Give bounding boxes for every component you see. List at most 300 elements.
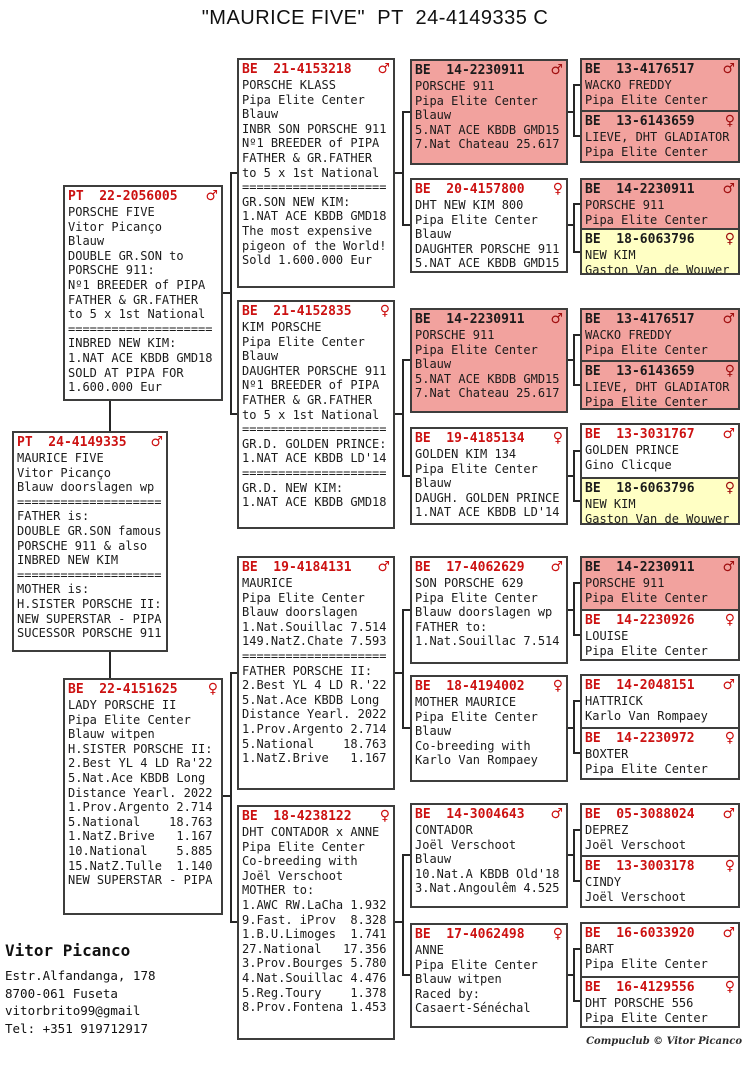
box-body xyxy=(585,198,735,227)
connector-line xyxy=(402,111,410,113)
box-line: WACKO FREDDY xyxy=(585,328,672,342)
box-line: Blauw xyxy=(242,349,279,364)
connector-line xyxy=(573,450,580,452)
ring-number: BE 18-4194002 xyxy=(415,679,525,694)
box-body xyxy=(585,942,735,971)
box-line: DAUGH. GOLDEN PRINCE xyxy=(415,490,560,505)
box-line: 5.Nat.Ace KBDB Long xyxy=(242,692,380,707)
compuclub-credit: Compuclub © Vitor Picanco xyxy=(586,1036,742,1047)
box-line: MOTHER to: xyxy=(242,883,315,898)
ring-number: PT 24-4149335 xyxy=(17,435,127,450)
box-line: 5.NAT ACE KBDB GMD15 xyxy=(415,122,560,137)
female-icon: ♀ xyxy=(379,808,390,824)
box-line: Karlo Van Rompaey xyxy=(415,753,538,768)
box-line: Pipa Elite Center xyxy=(585,590,708,605)
box-line: Co-breeding with xyxy=(415,738,531,753)
pedigree-box-c2b xyxy=(237,300,395,529)
female-icon: ♀ xyxy=(724,612,735,628)
male-icon: ♂ xyxy=(550,311,563,327)
connector-line xyxy=(573,1000,580,1002)
box-line: PORSCHE 911 xyxy=(415,79,495,93)
box-line: CINDY xyxy=(585,875,622,889)
box-line: FATHER PORSCHE II: xyxy=(242,663,373,678)
box-line: Blauw xyxy=(415,852,452,867)
box-line: 4.Nat.Souillac 4.476 xyxy=(242,970,387,985)
box-line: 2.Best YL 4 LD R.'22 xyxy=(242,678,387,693)
box-line: KIM PORSCHE xyxy=(242,320,322,334)
pedigree-box-c4e xyxy=(580,308,740,362)
box-line: Joël Verschoot xyxy=(585,837,687,852)
box-line: WACKO FREDDY xyxy=(585,78,672,92)
female-icon: ♀ xyxy=(552,678,563,694)
box-body xyxy=(585,248,735,275)
box-line: GOLDEN KIM 134 xyxy=(415,447,517,461)
female-icon: ♀ xyxy=(552,926,563,942)
box-line: ==================== xyxy=(242,648,387,663)
box-line: 1.NatZ.Brive 1.167 xyxy=(242,751,387,766)
box-line: Pipa Elite Center xyxy=(242,334,365,349)
box-line: DAUGHTER PORSCHE 911 xyxy=(242,363,387,378)
box-header xyxy=(585,979,735,996)
box-body xyxy=(415,328,563,401)
box-body xyxy=(585,380,735,409)
box-body xyxy=(415,823,563,896)
box-line: Blauw doorslagen wp xyxy=(415,605,553,620)
box-line: Pipa Elite Center xyxy=(585,643,708,658)
box-line: LIEVE, DHT GLADIATOR xyxy=(585,380,730,394)
connector-line xyxy=(402,359,404,477)
box-header xyxy=(585,363,735,380)
box-line: 5.NAT ACE KBDB GMD15 xyxy=(415,256,560,271)
box-line: DOUBLE GR.SON famous xyxy=(17,523,162,538)
ring-number: BE 14-2230911 xyxy=(415,63,525,78)
box-body xyxy=(242,825,390,1015)
box-line: 1.AWC RW.LaCha 1.932 xyxy=(242,897,387,912)
box-line: Pipa Elite Center xyxy=(415,93,538,108)
ring-number: BE 21-4153218 xyxy=(242,62,352,77)
box-line: FATHER is: xyxy=(17,509,90,524)
connector-line xyxy=(230,672,237,674)
ring-number: BE 13-4176517 xyxy=(585,62,695,77)
ring-number: BE 17-4062629 xyxy=(415,560,525,575)
box-line: 8.Prov.Fontena 1.453 xyxy=(242,1000,387,1015)
connector-line xyxy=(573,700,580,702)
connector-line xyxy=(573,84,575,137)
box-line: Joël Verschoot xyxy=(415,837,517,852)
ring-number: BE 16-4129556 xyxy=(585,980,695,995)
address-line: Estr.Alfandanga, 178 xyxy=(5,968,156,983)
box-body xyxy=(585,875,735,904)
box-line: INBRED NEW KIM: xyxy=(68,336,177,351)
box-line: INBRED NEW KIM xyxy=(17,553,119,568)
box-header xyxy=(585,311,735,328)
box-line: Gaston Van de Wouwer xyxy=(585,262,730,275)
box-body xyxy=(585,823,735,852)
connector-line xyxy=(573,450,575,502)
box-line: Joël Verschoot xyxy=(585,889,687,904)
box-body xyxy=(585,996,735,1025)
box-line: MAURICE xyxy=(242,576,293,590)
box-line: INBR SON PORSCHE 911 xyxy=(242,121,387,136)
ring-number: BE 14-2230911 xyxy=(585,560,695,575)
box-body xyxy=(585,629,735,658)
box-line: Pipa Elite Center xyxy=(415,212,538,227)
female-icon: ♀ xyxy=(379,303,390,319)
box-line: Pipa Elite Center xyxy=(585,212,708,227)
pedigree-box-c2d xyxy=(237,805,395,1040)
ring-number: BE 21-4152835 xyxy=(242,304,352,319)
box-line: DHT CONTADOR x ANNE xyxy=(242,825,380,839)
box-line: GOLDEN PRINCE xyxy=(585,443,679,457)
male-icon: ♂ xyxy=(377,559,390,575)
connector-line xyxy=(573,251,580,253)
box-line: PORSCHE 911 xyxy=(415,328,495,342)
connector-line xyxy=(230,172,237,174)
female-icon: ♀ xyxy=(552,181,563,197)
box-line: 1.B.U.Limoges 1.741 xyxy=(242,927,387,942)
address-line: vitorbrito99@gmail xyxy=(5,1003,141,1018)
connector-line xyxy=(230,921,237,923)
box-line: NEW SUPERSTAR - PIPA xyxy=(68,873,213,888)
box-body xyxy=(242,320,390,510)
box-line: Blauw xyxy=(415,227,452,242)
box-line: MOTHER MAURICE xyxy=(415,695,517,709)
connector-line xyxy=(402,854,404,976)
ring-number: BE 14-2230926 xyxy=(585,613,695,628)
box-line: 1.Prov.Argento 2.714 xyxy=(242,721,387,736)
box-line: Blauw witpen xyxy=(68,727,155,742)
box-line: CONTADOR xyxy=(415,823,473,837)
connector-line xyxy=(573,634,580,636)
pedigree-box-subject xyxy=(12,431,168,652)
male-icon: ♂ xyxy=(722,61,735,77)
box-header xyxy=(585,677,735,694)
pedigree-box-c4b xyxy=(580,110,740,163)
box-line: Pipa Elite Center xyxy=(585,92,708,107)
female-icon: ♀ xyxy=(724,730,735,746)
box-header xyxy=(242,559,390,576)
connector-line xyxy=(573,582,575,636)
box-line: Pipa Elite Center xyxy=(242,590,365,605)
box-line: PORSCHE 911 xyxy=(585,576,665,590)
connector-line xyxy=(573,948,575,1002)
connector-line xyxy=(402,727,410,729)
box-line: ==================== xyxy=(68,321,213,336)
connector-line xyxy=(402,609,410,611)
pedigree-box-c4o xyxy=(580,922,740,978)
box-line: Pipa Elite Center xyxy=(415,590,538,605)
box-line: GR.SON NEW KIM: xyxy=(242,194,351,209)
male-icon: ♂ xyxy=(722,806,735,822)
male-icon: ♂ xyxy=(722,181,735,197)
male-icon: ♂ xyxy=(377,61,390,77)
box-line: FATHER & GR.FATHER xyxy=(242,392,373,407)
box-line: 1.Prov.Argento 2.714 xyxy=(68,800,213,815)
male-icon: ♂ xyxy=(722,677,735,693)
pedigree-box-c4f xyxy=(580,360,740,410)
ring-number: BE 18-6063796 xyxy=(585,481,695,496)
ring-number: BE 16-6033920 xyxy=(585,926,695,941)
connector-line xyxy=(573,384,580,386)
box-line: 9.Fast. iProv 8.328 xyxy=(242,912,387,927)
box-line: Pipa Elite Center xyxy=(242,839,365,854)
box-line: Gaston Van de Wouwer xyxy=(585,511,730,525)
ring-number: BE 18-4238122 xyxy=(242,809,352,824)
box-line: FATHER & GR.FATHER xyxy=(68,292,199,307)
female-icon: ♀ xyxy=(724,113,735,129)
box-header xyxy=(242,303,390,320)
box-line: Pipa Elite Center xyxy=(585,1010,708,1025)
pedigree-box-c2c xyxy=(237,556,395,790)
box-header xyxy=(242,61,390,78)
female-icon: ♀ xyxy=(724,858,735,874)
connector-line xyxy=(402,854,410,856)
box-line: MAURICE FIVE xyxy=(17,451,104,465)
box-line: The most expensive xyxy=(242,223,373,238)
box-line: to 5 x 1st National xyxy=(242,165,380,180)
ring-number: BE 13-6143659 xyxy=(585,114,695,129)
box-header xyxy=(585,61,735,78)
pedigree-box-c4h xyxy=(580,477,740,525)
box-line: DAUGHTER PORSCHE 911 xyxy=(415,241,560,256)
box-line: PORSCHE 911: xyxy=(68,263,155,278)
box-line: 1.Nat.Souillac 7.514 xyxy=(242,619,387,634)
pedigree-box-c4m xyxy=(580,803,740,857)
box-header xyxy=(585,612,735,629)
connector-line xyxy=(573,334,575,386)
box-line: ANNE xyxy=(415,943,444,957)
box-line: HATTRICK xyxy=(585,694,643,708)
box-line: 1.NAT ACE KBDB GMD18 xyxy=(68,350,213,365)
box-line: PORSCHE 911 & also xyxy=(17,538,148,553)
male-icon: ♂ xyxy=(722,925,735,941)
box-line: Pipa Elite Center xyxy=(585,144,708,159)
address-line: 8700-061 Fuseta xyxy=(5,985,118,1001)
box-line: ==================== xyxy=(17,494,162,509)
box-body xyxy=(585,497,735,525)
connector-line xyxy=(573,829,575,882)
box-line: Raced by: xyxy=(415,986,481,1001)
female-icon: ♀ xyxy=(724,231,735,247)
box-line: NEW KIM xyxy=(585,248,636,262)
owner-name: Vitor Picanco xyxy=(5,941,131,960)
box-line: Blauw xyxy=(415,357,452,372)
box-line: 3.Nat.Angoulêm 4.525 xyxy=(415,881,560,896)
box-body xyxy=(585,130,735,159)
box-body xyxy=(68,698,218,888)
box-body xyxy=(415,695,563,768)
box-line: 1.NAT ACE KBDB LD'14 xyxy=(415,505,560,520)
pedigree-box-c4l xyxy=(580,727,740,780)
pedigree-box-c3e xyxy=(410,556,568,664)
male-icon: ♂ xyxy=(150,434,163,450)
box-line: H.SISTER PORSCHE II: xyxy=(68,741,213,756)
box-line: MOTHER is: xyxy=(17,582,90,597)
box-header xyxy=(415,559,563,576)
connector-line xyxy=(402,359,410,361)
box-header xyxy=(415,926,563,943)
box-line: Pipa Elite Center xyxy=(68,712,191,727)
box-line: PORSCHE FIVE xyxy=(68,205,155,219)
male-icon: ♂ xyxy=(550,806,563,822)
pedigree-box-c3h xyxy=(410,923,568,1028)
box-line: FATHER & GR.FATHER xyxy=(242,150,373,165)
box-header xyxy=(415,806,563,823)
male-icon: ♂ xyxy=(722,426,735,442)
box-line: 7.Nat Chateau 25.617 xyxy=(415,386,560,401)
ring-number: BE 05-3088024 xyxy=(585,807,695,822)
box-line: Pipa Elite Center xyxy=(415,461,538,476)
box-line: GR.D. NEW KIM: xyxy=(242,480,344,495)
male-icon: ♂ xyxy=(722,311,735,327)
pedigree-box-c3a xyxy=(410,59,568,165)
ring-number: BE 22-4151625 xyxy=(68,682,178,697)
box-line: Blauw xyxy=(242,107,279,122)
pedigree-box-c4p xyxy=(580,976,740,1028)
box-line: LIEVE, DHT GLADIATOR xyxy=(585,130,730,144)
box-line: Blauw xyxy=(68,234,105,249)
connector-line xyxy=(573,700,575,754)
box-line: 5.Reg.Toury 1.378 xyxy=(242,985,387,1000)
box-body xyxy=(68,205,218,395)
box-line: 3.Prov.Bourges 5.780 xyxy=(242,956,387,971)
box-line: PORSCHE 911 xyxy=(585,198,665,212)
ring-number: BE 13-3003178 xyxy=(585,859,695,874)
connector-line xyxy=(573,880,580,882)
box-body xyxy=(415,79,563,152)
box-line: Pipa Elite Center xyxy=(415,342,538,357)
box-line: 149.NatZ.Chate 7.593 xyxy=(242,634,387,649)
pedigree-box-c4k xyxy=(580,674,740,729)
box-body xyxy=(585,694,735,723)
box-line: BART xyxy=(585,942,614,956)
pedigree-box-c4a xyxy=(580,58,740,112)
box-line: Blauw doorslagen wp xyxy=(17,480,155,495)
box-line: 1.NAT ACE KBDB GMD18 xyxy=(242,495,387,510)
pedigree-box-c4d xyxy=(580,228,740,275)
ring-number: BE 14-2230911 xyxy=(415,312,525,327)
ring-number: BE 18-6063796 xyxy=(585,232,695,247)
box-body xyxy=(585,443,735,472)
box-line: SUCESSOR PORSCHE 911 xyxy=(17,626,162,641)
box-line: 2.Best YL 4 LD Ra'22 xyxy=(68,756,213,771)
box-body xyxy=(242,78,390,268)
connector-line xyxy=(402,224,410,226)
connector-line xyxy=(230,413,237,415)
box-line: Distance Yearl. 2022 xyxy=(242,707,387,722)
box-header xyxy=(415,181,563,198)
box-line: 1.600.000 Eur xyxy=(68,380,162,395)
connector-line xyxy=(402,475,410,477)
box-body xyxy=(585,328,735,357)
box-line: Blauw xyxy=(415,476,452,491)
box-line: Pipa Elite Center xyxy=(585,761,708,776)
ring-number: BE 14-2230972 xyxy=(585,731,695,746)
box-line: Joël Verschoot xyxy=(242,868,344,883)
box-line: Gino Clicque xyxy=(585,457,672,472)
box-line: 1.NAT ACE KBDB LD'14 xyxy=(242,451,387,466)
connector-line xyxy=(230,672,232,923)
connector-line xyxy=(573,948,580,950)
box-line: 5.NAT ACE KBDB GMD15 xyxy=(415,371,560,386)
box-line: Distance Yearl. 2022 xyxy=(68,785,213,800)
pedigree-box-father xyxy=(63,185,223,401)
box-line: 10.Nat.A KBDB Old'18 xyxy=(415,866,560,881)
box-body xyxy=(415,576,563,649)
box-line: LADY PORSCHE II xyxy=(68,698,177,712)
box-line: 10.National 5.885 xyxy=(68,843,213,858)
box-line: Nº1 BREEDER of PIPA xyxy=(242,136,380,151)
box-body xyxy=(585,576,735,605)
box-body xyxy=(415,447,563,520)
box-header xyxy=(415,62,563,79)
connector-line xyxy=(573,203,580,205)
connector-line xyxy=(573,582,580,584)
box-line: Sold 1.600.000 Eur xyxy=(242,253,373,268)
box-line: 5.National 18.763 xyxy=(68,814,213,829)
box-line: Nº1 BREEDER of PIPA xyxy=(68,277,206,292)
female-icon: ♀ xyxy=(724,979,735,995)
box-line: Nº1 BREEDER of PIPA xyxy=(242,378,380,393)
pedigree-box-c3b xyxy=(410,178,568,273)
box-line: SOLD AT PIPA FOR xyxy=(68,365,184,380)
connector-line xyxy=(402,111,404,226)
box-line: 27.National 17.356 xyxy=(242,941,387,956)
pedigree-box-c3c xyxy=(410,308,568,413)
male-icon: ♂ xyxy=(550,62,563,78)
box-line: Pipa Elite Center xyxy=(415,709,538,724)
page-title: "MAURICE FIVE" PT 24-4149335 C xyxy=(201,7,549,29)
box-line: SON PORSCHE 629 xyxy=(415,576,524,590)
box-header xyxy=(585,426,735,443)
owner-address xyxy=(5,967,156,1037)
box-line: to 5 x 1st National xyxy=(68,307,206,322)
box-line: H.SISTER PORSCHE II: xyxy=(17,596,162,611)
box-line: 5.National 18.763 xyxy=(242,736,387,751)
box-line: 1.Nat.Souillac 7.514 xyxy=(415,634,560,649)
box-line: 7.Nat Chateau 25.617 xyxy=(415,137,560,152)
pedigree-box-c3d xyxy=(410,427,568,525)
ring-number: BE 13-3031767 xyxy=(585,427,695,442)
box-body xyxy=(415,943,563,1016)
box-line: Vitor Picanço xyxy=(17,465,111,480)
box-body xyxy=(17,451,163,641)
box-line: 1.NAT ACE KBDB GMD18 xyxy=(242,209,387,224)
box-line: ==================== xyxy=(242,180,387,195)
box-header xyxy=(585,480,735,497)
box-line: Pipa Elite Center xyxy=(242,92,365,107)
box-header xyxy=(68,188,218,205)
connector-line xyxy=(109,652,111,678)
box-line: DEPREZ xyxy=(585,823,629,837)
ring-number: BE 14-2048151 xyxy=(585,678,695,693)
box-line: LOUISE xyxy=(585,629,629,643)
box-header xyxy=(68,681,218,698)
male-icon: ♂ xyxy=(722,559,735,575)
pedigree-box-c3g xyxy=(410,803,568,908)
connector-line xyxy=(402,609,404,729)
box-line: DOUBLE GR.SON to xyxy=(68,248,184,263)
box-line: DHT NEW KIM 800 xyxy=(415,198,524,212)
ring-number: BE 14-2230911 xyxy=(585,182,695,197)
connector-line xyxy=(230,172,232,415)
box-line: GR.D. GOLDEN PRINCE: xyxy=(242,436,387,451)
ring-number: BE 17-4062498 xyxy=(415,927,525,942)
pedigree-box-c4j xyxy=(580,609,740,661)
box-line: Pipa Elite Center xyxy=(415,957,538,972)
box-line: PORSCHE KLASS xyxy=(242,78,336,92)
connector-line xyxy=(573,829,580,831)
